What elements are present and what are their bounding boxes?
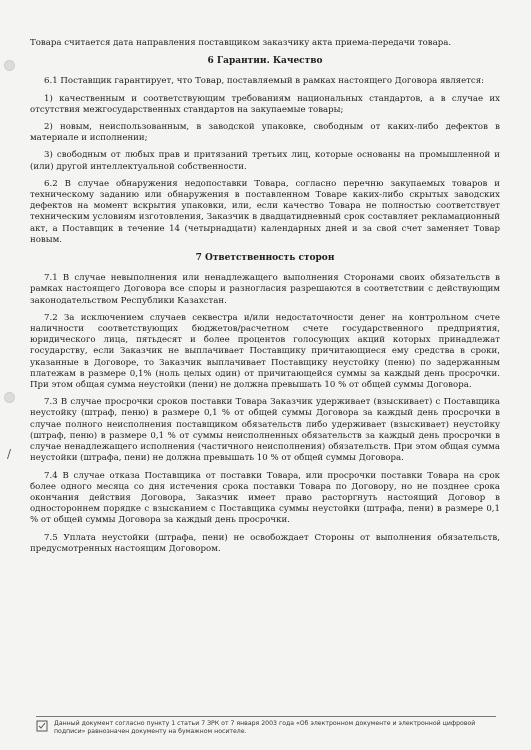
clause-7-2: 7.2 За исключением случаев секвестра и/или недостаточности денег на контрольном счете наличности соответствующих бюджетов/расчетном счете государственного предприятия, юридического лица, пятьдесят и более процентов голосующих акций которых принадлежат государству, если Заказчик не выплачивает Поставщику причитающиеся ему средства в сроки, указанные в Договоре, то Заказчик выплачивает Поставщику неустойку (пеню) по задержанным платежам в размере 0,1% (ноль целых один) от причитающейся суммы за каждый день просрочки. При этом общая сумма неустойки (пени) не должна превышать 10 % от общей суммы Договора. [30,312,500,391]
clause-6-1: 6.1 Поставщик гарантирует, что Товар, поставляемый в рамках настоящего Договора является: [44,76,485,87]
clause-7-1: 7.1 В случае невыполнения или ненадлежащего выполнения Сторонами своих обязательств в рамках настоящего Договора все споры и разногласия разрешаются в соответствии с действующим законодательством Республики Казахстан. [30,273,500,306]
punch-hole [4,392,15,403]
clause-7-3: 7.3 В случае просрочки сроков поставки Товара Заказчик удерживает (взыскивает) с Поставщика неустойку (штраф, пеню) в размере 0,1 % от общей суммы Договора за каждый день просрочки в случае полного неисполнения поставщиком обязательств либо удерживает (взыскивает) неустойку (штраф, пеню) в размере 0,1 % от суммы неисполненных обязательств за каждый день просрочки в случае ненадлежащего исполнения (частичного неисполнения) обязательств. При этом общая сумма неустойки (штрафа, пени) не должна превышать 10 % от общей суммы Договора. [30,397,500,464]
margin-mark: / [7,447,12,461]
clause-6-1-item-2: 2) новым, неиспользованным, в заводской упаковке, свободным от каких-либо дефектов в материале и исполнении; [30,122,500,144]
clause-6-1-item-1: 1) качественным и соответствующим требованиям национальных стандартов, а в случае их отсутствия межгосударственных стандартов на закупаемые товары; [30,93,500,115]
section-7-title: 7 Ответственность сторон [195,253,335,264]
clause-6-1-item-3: 3) свободным от любых прав и притязаний третьих лиц, которые основаны на промышленной и (или) другой интеллектуальной собственности. [30,150,500,172]
footer-note [36,716,496,736]
top-line: Товара считается дата направления поставщиком заказчику акта приема-передачи товара. [30,38,452,48]
clause-7-4: 7.4 В случае отказа Поставщика от поставки Товара, или просрочки поставки Товара на срок более одного месяца со дня истечения срока поставки Товара по Договору, но не позднее срока окончания действия Договора, Заказчик имеет право расторгнуть настоящий Договор в одностороннем порядке с взысканием с Поставщика суммы неустойки (штрафа, пени) в размере 0,1 % от общей суммы Договора за каждый день просрочки. [30,470,500,526]
footer-text: Данный документ согласно пункту 1 статьи 7 ЗРК от 7 января 2003 года «Об электронном документе и электронной цифровой подписи» равнозначен документу на бумажном носителе. [54,720,476,735]
document-seal-icon [36,720,48,732]
clause-7-5: 7.5 Уплата неустойки (штрафа, пени) не освобождает Стороны от выполнения обязательств, предусмотренных настоящим Договором. [30,532,500,554]
punch-hole [4,60,15,71]
document-body [30,38,500,561]
section-6-title: 6 Гарантии. Качество [207,56,323,67]
clause-6-2: 6.2 В случае обнаружения недопоставки Товара, согласно перечню закупаемых товаров и техническому заданию или обнаружения в поставленном Товаре каких-либо скрытых заводских дефектов на момент вскрытия упаковки, или, если качество Товара не полностью соответствует техническим условиям изготовления, Заказчик в двадцатидневный срок составляет рекламационный акт, а Поставщик в течение 14 (четырнадцати) календарных дней и за свой счет заменяет Товар новым. [30,178,500,245]
